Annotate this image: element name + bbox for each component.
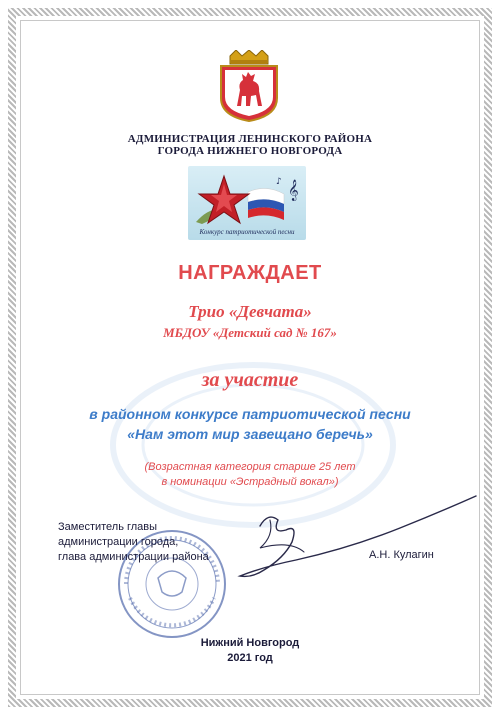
signer-position-line-3: глава администрации района [58,551,209,563]
category-line-1: (Возрастная категория старше 25 лет [144,461,356,473]
participation-label: за участие [201,369,299,391]
city-coat-of-arms-icon [218,50,280,122]
issue-year: 2021 год [227,652,273,664]
contest-description: в районном конкурсе патриотической песни [89,406,411,422]
svg-text:♪: ♪ [276,177,282,187]
issuer-title [0,133,500,157]
issuer-line-1: АДМИНИСТРАЦИЯ ЛЕНИНСКОГО РАЙОНА [127,133,373,145]
category-note [0,460,500,490]
category-line-2: в номинации «Эстрадный вокал») [161,476,339,488]
contest-logo [188,166,306,240]
issuer-line-2: ГОРОДА НИЖНЕГО НОВГОРОДА [157,145,343,157]
signer-name: А.Н. Кулагин [369,549,434,561]
recipient-name: Трио «Девчата» [188,302,312,321]
signer-position-line-2: администрации города, [58,536,179,548]
issue-city: Нижний Новгород [200,637,300,649]
recipient-institution: МБДОУ «Детский сад № 167» [163,325,337,340]
contest-motto: «Нам этот мир завещано беречь» [127,426,373,442]
contest-logo-caption: Конкурс патриотической песни [199,228,295,236]
svg-text:𝄞: 𝄞 [288,180,299,201]
awards-heading: НАГРАЖДАЕТ [178,262,322,284]
signer-position-line-1: Заместитель главы [58,521,158,533]
signature-mark [200,490,480,590]
